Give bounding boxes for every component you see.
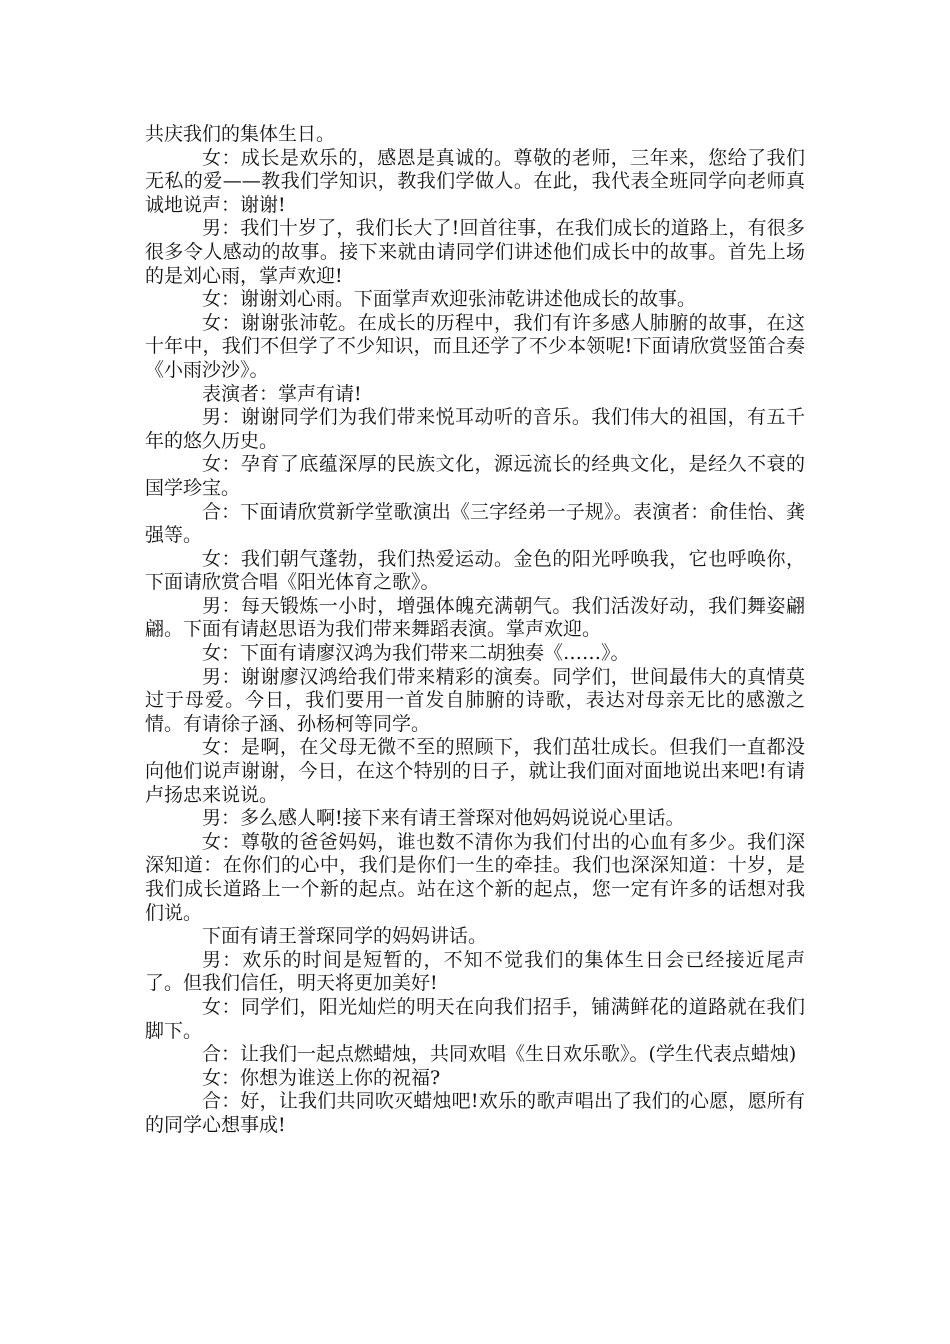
- paragraph-0: 共庆我们的集体生日。: [145, 123, 336, 145]
- paragraph-20: 女：你想为谁送上你的祝福?: [202, 1066, 441, 1089]
- paragraph-10: 男：每天锻炼一小时，增强体魄充满朝气。我们活泼好动，我们舞姿翩翩。下面有请赵思语为我们带来舞蹈表演。掌声欢迎。: [145, 594, 805, 641]
- paragraph-11: 女：下面有请廖汉鸿为我们带来二胡独奏《……》。: [202, 642, 630, 665]
- paragraph-6: 男：谢谢同学们为我们带来悦耳动听的音乐。我们伟大的祖国，有五千年的悠久历史。: [145, 406, 805, 452]
- paragraph-7: 女：孕育了底蕴深厚的民族文化，源远流长的经典文化，是经久不衰的国学珍宝。: [145, 453, 805, 499]
- paragraph-21: 合：好，让我们共同吹灭蜡烛吧!欢乐的歌声唱出了我们的心愿，愿所有的同学心想事成!: [145, 1090, 805, 1136]
- paragraph-2: 男：我们十岁了，我们长大了!回首往事，在我们成长的道路上，有很多很多令人感动的故事。接下来就由请同学们讲述他们成长中的故事。首先上场的是刘心雨，掌声欢迎!: [145, 217, 805, 287]
- paragraph-17: 男：欢乐的时间是短暂的，不知不觉我们的集体生日会已经接近尾声了。但我们信任，明天将更加美好!: [145, 948, 805, 995]
- paragraph-8: 合：下面请欣赏新学堂歌演出《三字经弟一子规》。表演者：俞佳怡、龚强等。: [145, 500, 805, 547]
- paragraph-18: 女：同学们，阳光灿烂的明天在向我们招手，铺满鲜花的道路就在我们脚下。: [145, 995, 805, 1042]
- paragraph-19: 合：让我们一起点燃蜡烛，共同欢唱《生日欢乐歌》。(学生代表点蜡烛): [202, 1043, 797, 1066]
- paragraph-12: 男：谢谢廖汉鸿给我们带来精彩的演奏。同学们，世间最伟大的真情莫过于母爱。今日，我们要用一首发自肺腑的诗歌，表达对母亲无比的感激之情。有请徐子涵、孙杨柯等同学。: [145, 665, 805, 735]
- paragraph-4: 女：谢谢张沛乾。在成长的历程中，我们有许多感人肺腑的故事，在这十年中，我们不但学了不少知识，而且还学了不少本领呢!下面请欣赏竖笛合奏《小雨沙沙》。: [145, 311, 805, 381]
- paragraph-16: 下面有请王誉琛同学的妈妈讲话。: [202, 925, 488, 948]
- paragraph-14: 男：多么感人啊!接下来有请王誉琛对他妈妈说说心里话。: [202, 807, 685, 830]
- paragraph-3: 女：谢谢刘心雨。下面掌声欢迎张沛乾讲述他成长的故事。: [202, 288, 697, 311]
- document-body: [145, 123, 805, 1138]
- paragraph-1: 女：成长是欢乐的，感恩是真诚的。尊敬的老师，三年来，您给了我们无私的爱——教我们学知识，教我们学做人。在此，我代表全班同学向老师真诚地说声：谢谢!: [145, 146, 805, 216]
- paragraph-13: 女：是啊，在父母无微不至的照顾下，我们茁壮成长。但我们一直都没向他们说声谢谢，今日，在这个特别的日子，就让我们面对面地说出来吧!有请卢扬忠来说说。: [145, 736, 805, 806]
- paragraph-5: 表演者：掌声有请!: [202, 382, 362, 405]
- paragraph-9: 女：我们朝气蓬勃，我们热爱运动。金色的阳光呼唤我，它也呼唤你，下面请欣赏合唱《阳光体育之歌》。: [145, 547, 805, 594]
- paragraph-15: 女：尊敬的爸爸妈妈，谁也数不清你为我们付出的心血有多少。我们深深知道：在你们的心中，我们是你们一生的牵挂。我们也深深知道：十岁，是我们成长道路上一个新的起点。站在这个新的起点，您一定有许多的话想对我们说。: [145, 830, 805, 924]
